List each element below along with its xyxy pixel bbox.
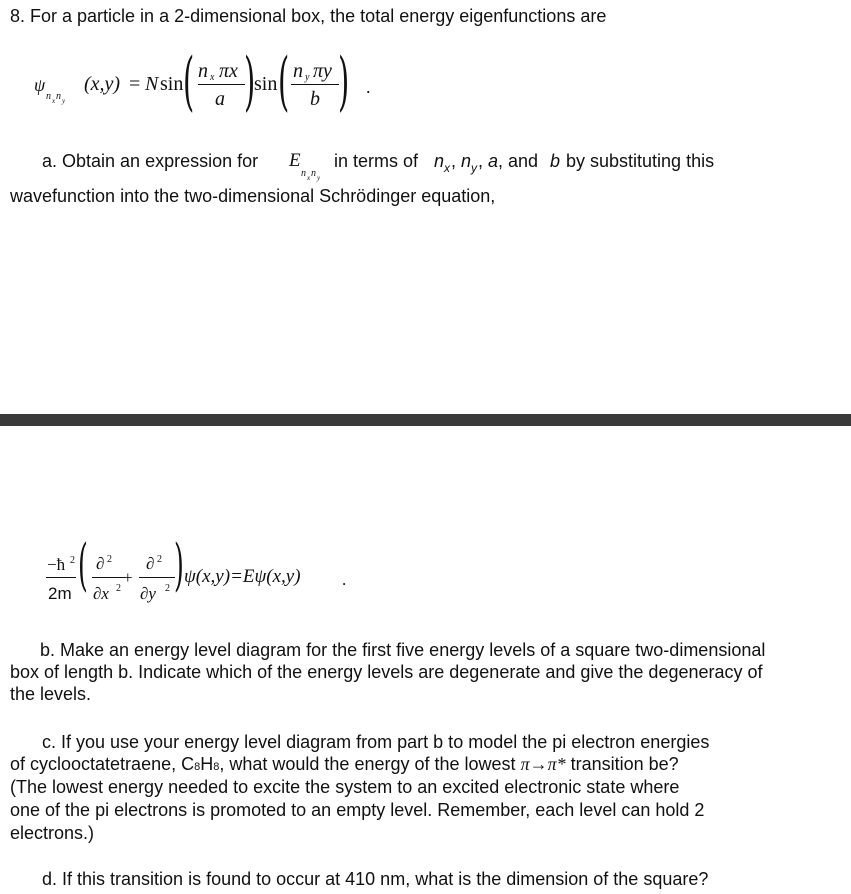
numerator-2: n	[293, 60, 303, 82]
part-a-suffix: by substituting this	[566, 151, 715, 171]
energy-sub-x: x	[307, 174, 311, 182]
var-a: a	[488, 151, 499, 171]
part-c-line4: one of the pi electrons is promoted to an empty level. Remember, each level can hold 2	[10, 800, 705, 820]
comma-1: ,	[451, 151, 457, 171]
part-c-line3: (The lowest energy needed to excite the system to an excited electronic state where	[10, 777, 680, 797]
section-divider	[0, 414, 851, 426]
psi-subscript-n: n	[46, 91, 51, 102]
normalization-N: N	[145, 73, 159, 95]
and-word: , and	[498, 151, 539, 171]
part-a-middle: in terms of	[334, 151, 419, 171]
question-intro: 8. For a particle in a 2-dimensional box, the total energy eigenfunctions are	[10, 6, 607, 26]
schrodinger-rhs: ψ(x,y)=Eψ(x,y)	[184, 566, 301, 587]
part-b	[10, 639, 790, 705]
psi-args: (x,y)	[84, 73, 121, 95]
var-ny: n	[461, 151, 472, 171]
part-c-line2: of cyclooctatetraene, C8H8, what would the energy of the lowest π→π* transition be?	[10, 754, 679, 774]
denominator-2: b	[310, 88, 320, 110]
var-ny-sub: y	[471, 161, 477, 175]
partial-numerator-2-sq: 2	[157, 554, 162, 565]
hbar-fraction-bar	[46, 577, 76, 578]
energy-sub-n1: n	[301, 168, 306, 179]
numerator-1: n	[198, 60, 208, 82]
right-paren-1: )	[244, 45, 256, 119]
psi-symbol: ψ	[34, 75, 46, 95]
partial-numerator-2: ∂	[146, 554, 155, 573]
fraction-bar-1	[198, 84, 245, 85]
sin-1: sin	[160, 73, 184, 95]
part-c-line1: c. If you use your energy level diagram from part b to model the pi electron energies	[42, 732, 710, 752]
part-d: d. If this transition is found to occur at 410 nm, what is the dimension of the square?	[42, 869, 709, 889]
partial-numerator-1: ∂	[96, 554, 105, 573]
minus-hbar: −ħ	[47, 555, 66, 574]
energy-E: E	[289, 150, 301, 171]
part-c-line5: electrons.)	[10, 823, 95, 843]
left-paren-sch: (	[78, 533, 88, 598]
energy-sub-n2: n	[311, 168, 316, 179]
schrodinger-period: .	[342, 570, 347, 589]
partial-dy-sq: 2	[165, 583, 170, 594]
plus-sign: +	[123, 568, 133, 587]
numerator-1-sub: x	[210, 72, 215, 83]
part-b-text: b. Make an energy level diagram for the first five energy levels of a square two-dimensional box of length b. Indicate which of the energy levels are degenerate and give the degeneracy of the levels.	[10, 640, 766, 704]
numerator-2-sub: y	[305, 72, 310, 83]
fraction-bar-2	[291, 84, 339, 85]
var-b: b	[550, 151, 561, 171]
partial-dx: ∂x	[93, 584, 109, 603]
partial-dx-sq: 2	[116, 583, 121, 594]
equation-period: .	[366, 77, 371, 97]
comma-2: ,	[478, 151, 484, 171]
sin-2: sin	[254, 73, 278, 95]
denominator-1: a	[215, 88, 225, 110]
var-nx: n	[434, 151, 445, 171]
hbar-squared: 2	[70, 555, 75, 566]
energy-sub-y: y	[317, 174, 321, 182]
right-paren-sch: )	[174, 533, 184, 598]
pi-transition: π→π*	[520, 754, 566, 774]
numerator-1-rest: πx	[219, 60, 238, 82]
left-paren-1: (	[183, 45, 195, 119]
psi-subscript-x: x	[52, 97, 56, 105]
psi-subscript-n2: n	[56, 91, 61, 102]
right-paren-2: )	[338, 45, 350, 119]
two-m: 2m	[48, 584, 72, 603]
part-a-prefix: a. Obtain an expression for	[42, 151, 259, 171]
left-paren-2: (	[278, 45, 290, 119]
var-nx-sub: x	[444, 161, 450, 175]
equals-sign: =	[129, 73, 141, 95]
part-a-line2: wavefunction into the two-dimensional Schrödinger equation,	[10, 186, 496, 206]
psi-subscript-y: y	[62, 97, 66, 105]
partial-dy: ∂y	[140, 584, 156, 603]
partial-numerator-1-sq: 2	[107, 554, 112, 565]
numerator-2-rest: πy	[313, 60, 332, 82]
